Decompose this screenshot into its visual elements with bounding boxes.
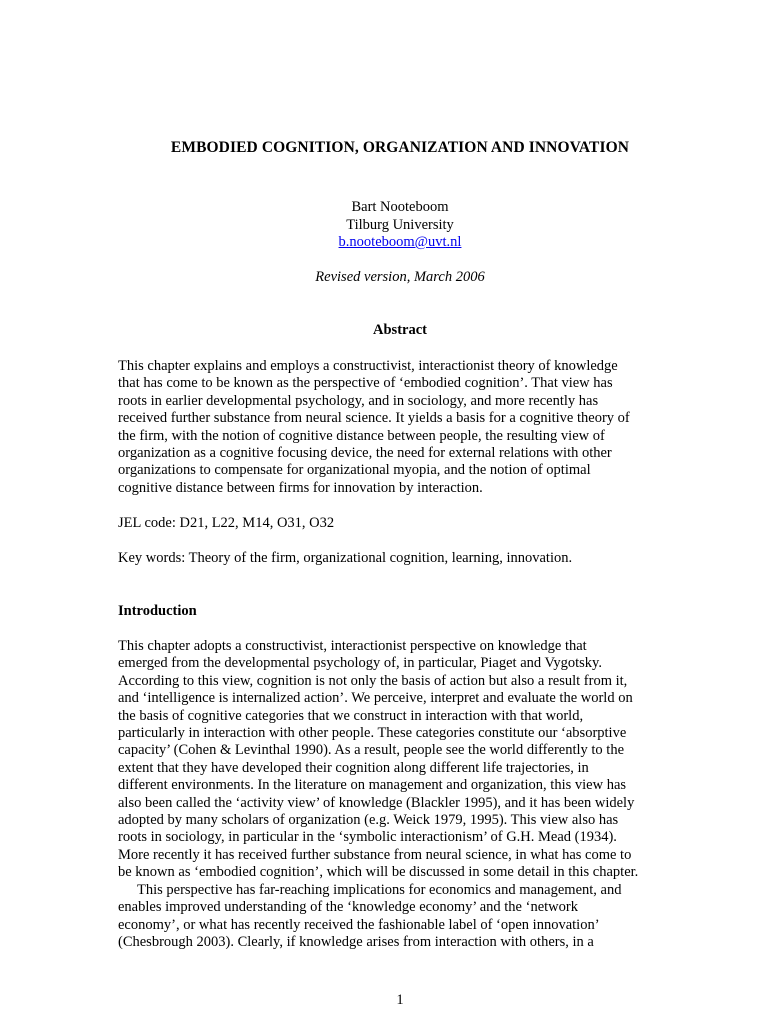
abstract-line: received further substance from neural science. It yields a basis for a cognitive theory of [118, 410, 630, 427]
paper-title: EMBODIED COGNITION, ORGANIZATION AND INNOVATION [170, 139, 630, 156]
jel-code: JEL code: D21, L22, M14, O31, O32 [118, 515, 335, 531]
intro-line: also been called the ‘activity view’ of knowledge (Blackler 1995), and it has been widely [118, 794, 635, 811]
abstract-heading: Abstract [373, 322, 427, 338]
intro-line: economy’, or what has recently received the fashionable label of ‘open innovation’ [118, 916, 600, 933]
author-email-link[interactable]: b.nooteboom@uvt.nl [338, 234, 462, 250]
introduction-heading: Introduction [118, 603, 197, 619]
intro-line: the basis of cognitive categories that we construct in interaction with that world, [118, 707, 584, 724]
intro-line: different environments. In the literature on management and organization, this view has [118, 777, 627, 794]
author-block [0, 199, 768, 252]
intro-line: According to this view, cognition is not only the basis of action but also a result from it, [118, 672, 628, 689]
intro-line: adopted by many scholars of organization (e.g. Weick 1979, 1995). This view also has [118, 812, 619, 829]
intro-line: (Chesbrough 2003). Clearly, if knowledge arises from interaction with others, in a [118, 933, 594, 950]
page-number: 1 [396, 992, 404, 1008]
intro-line: extent that they have developed their cognition along different life trajectories, in [118, 759, 589, 776]
introduction-paragraph [118, 638, 690, 951]
abstract-line: roots in earlier developmental psychology, and in sociology, and more recently has [118, 392, 599, 409]
intro-line: roots in sociology, in particular in the ‘symbolic interactionism’ of G.H. Mead (1934). [118, 829, 617, 846]
abstract-paragraph [118, 358, 690, 497]
revision-note: Revised version, March 2006 [315, 269, 485, 285]
abstract-line: This chapter explains and employs a constructivist, interactionist theory of knowledge [118, 358, 618, 374]
abstract-line: organization as a cognitive focusing device, the need for external relations with other [118, 445, 612, 462]
author-affiliation: Tilburg University [346, 216, 454, 233]
abstract-line: organizations to compensate for organizational myopia, and the notion of optimal [118, 462, 591, 479]
abstract-line: cognitive distance between firms for innovation by interaction. [118, 479, 483, 496]
intro-line: More recently it has received further substance from neural science, in what has come to [118, 846, 632, 863]
intro-line: emerged from the developmental psychology of, in particular, Piaget and Vygotsky. [118, 655, 602, 672]
intro-line: particularly in interaction with other people. These categories constitute our ‘absorptive [118, 725, 627, 742]
intro-line: This perspective has far-reaching implications for economics and management, and [137, 881, 622, 898]
abstract-line: that has come to be known as the perspective of ‘embodied cognition’. That view has [118, 375, 613, 392]
intro-line: capacity’ (Cohen & Levinthal 1990). As a result, people see the world differently to the [118, 742, 625, 759]
author-name: Bart Nooteboom [351, 199, 449, 215]
intro-line: be known as ‘embodied cognition’, which will be discussed in some detail in this chapter. [118, 864, 639, 881]
intro-line: and ‘intelligence is internalized action’. We perceive, interpret and evaluate the world on [118, 690, 633, 707]
intro-line: This chapter adopts a constructivist, interactionist perspective on knowledge that [118, 638, 587, 654]
abstract-line: the firm, with the notion of cognitive distance between people, the resulting view of [118, 427, 605, 444]
key-words: Key words: Theory of the firm, organizational cognition, learning, innovation. [118, 550, 573, 566]
intro-line: enables improved understanding of the ‘knowledge economy’ and the ‘network [118, 899, 578, 916]
